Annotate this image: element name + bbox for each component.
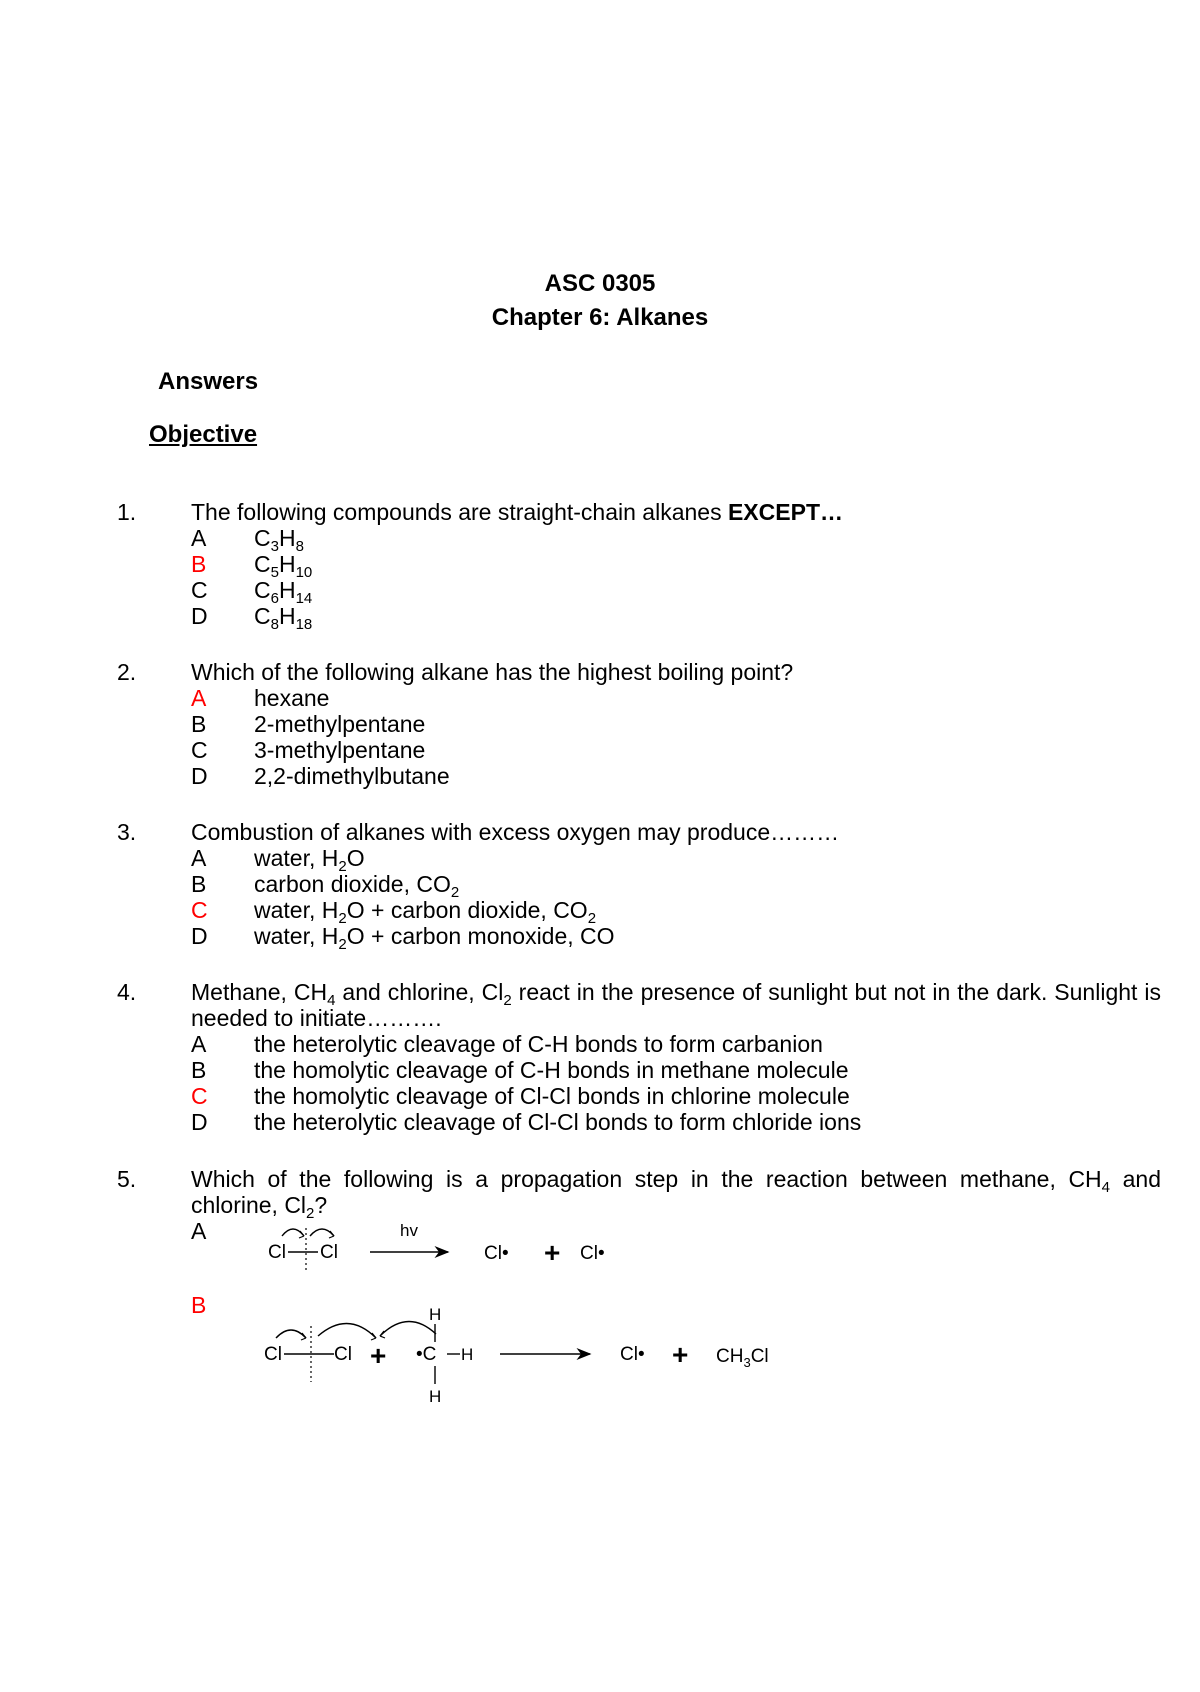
question-1-option-b-letter: B xyxy=(191,551,207,577)
question-2-option-d-text: 2,2-dimethylbutane xyxy=(254,763,450,789)
question-5-option-b-letter: B xyxy=(191,1292,207,1318)
diagram-b-radical: Cl• xyxy=(620,1344,645,1365)
question-1-text: The following compounds are straight-chain alkanes EXCEPT… xyxy=(191,499,843,525)
diagram-b-plus-2: + xyxy=(672,1339,689,1370)
question-3-option-d-letter: D xyxy=(191,923,208,949)
answers-heading: Answers xyxy=(158,368,259,395)
question-3-option-c-letter: C xyxy=(191,897,208,923)
question-2-text: Which of the following alkane has the highest boiling point? xyxy=(191,659,794,685)
question-3-number: 3. xyxy=(117,819,137,845)
diagram-b-cl-left: Cl xyxy=(264,1344,282,1365)
question-4-option-d-text: the heterolytic cleavage of Cl-Cl bonds to form chloride ions xyxy=(254,1109,862,1135)
diagram-b-h-right: H xyxy=(461,1345,474,1364)
diagram-a-curved-arrow-right xyxy=(310,1229,334,1236)
diagram-a-radical-2: Cl• xyxy=(580,1243,605,1264)
diagram-b-h-top: H xyxy=(429,1305,442,1324)
question-4-option-a-letter: A xyxy=(191,1031,207,1057)
question-3-text: Combustion of alkanes with excess oxygen may produce……… xyxy=(191,819,840,845)
diagram-b-h-bottom: H xyxy=(429,1387,442,1406)
question-1-option-c-letter: C xyxy=(191,577,208,603)
diagram-b-cl-right: Cl xyxy=(334,1344,352,1365)
question-3-option-b-text: carbon dioxide, $CO_2$ xyxy=(254,871,460,901)
question-2-option-c-letter: C xyxy=(191,737,208,763)
question-5-text: Which of the following is a propagation step in the reaction between methane, $CH_4$ and chlorine, $Cl_2$? xyxy=(191,1166,1162,1222)
question-2-option-b-text: 2-methylpentane xyxy=(254,711,426,737)
question-1-option-a-letter: A xyxy=(191,525,207,551)
diagram-b-plus-1: + xyxy=(370,1340,387,1371)
diagram-a xyxy=(268,1221,605,1270)
question-4-option-c-text: the homolytic cleavage of Cl-Cl bonds in chlorine molecule xyxy=(254,1083,850,1109)
question-4-option-b-letter: B xyxy=(191,1057,207,1083)
question-1-option-a-formula: $C_3H_8$ xyxy=(254,525,304,555)
question-4-option-b-text: the homolytic cleavage of C-H bonds in methane molecule xyxy=(254,1057,849,1083)
question-3-option-a-letter: A xyxy=(191,845,207,871)
diagram-b-curved-arrow-2 xyxy=(318,1323,376,1338)
diagram-b-curved-arrow-1 xyxy=(276,1330,306,1338)
question-1-number: 1. xyxy=(117,499,137,525)
diagram-a-hv-label: hv xyxy=(400,1221,418,1240)
diagram-b-curved-arrow-3 xyxy=(380,1321,436,1336)
question-2-option-a-letter: A xyxy=(191,685,207,711)
question-4-text: Methane, $CH_4$ and chlorine, $Cl_2$ react in the presence of sunlight but not in the dark. Sunlight is needed to initiate………. xyxy=(191,979,1161,1031)
question-3-option-c-text: water, $H_2O$ + carbon dioxide, $CO_2$ xyxy=(254,897,597,927)
question-1-option-b-formula: $C_5H_{10}$ xyxy=(254,551,313,581)
diagram-b-product: $CH_3Cl$ xyxy=(716,1346,769,1370)
question-4-number: 4. xyxy=(117,979,137,1005)
question-1-except: EXCEPT… xyxy=(727,499,843,525)
question-4-option-a-text: the heterolytic cleavage of C-H bonds to form carbanion xyxy=(254,1031,823,1057)
question-4-option-c-letter: C xyxy=(191,1083,208,1109)
question-2-option-d-letter: D xyxy=(191,763,208,789)
question-1-option-c-formula: $C_6H_{14}$ xyxy=(254,577,313,607)
diagram-a-cl-right: Cl xyxy=(320,1242,338,1263)
question-1-option-d-letter: D xyxy=(191,603,208,629)
question-5-option-a-letter: A xyxy=(191,1218,207,1244)
question-3-option-b-letter: B xyxy=(191,871,207,897)
diagram-b-carbon-radical: •C xyxy=(416,1344,437,1365)
question-4-option-d-letter: D xyxy=(191,1109,208,1135)
diagram-a-plus: + xyxy=(544,1237,561,1268)
question-5-number: 5. xyxy=(117,1166,137,1192)
question-2-option-c-text: 3-methylpentane xyxy=(254,737,426,763)
diagram-a-radical-1: Cl• xyxy=(484,1243,509,1264)
question-1-option-d-formula: $C_8H_{18}$ xyxy=(254,603,313,633)
diagram-b xyxy=(264,1305,769,1406)
question-3-option-d-text: water, $H_2O$ + carbon monoxide, CO xyxy=(254,923,615,953)
question-2-option-a-text: hexane xyxy=(254,685,330,711)
question-2-number: 2. xyxy=(117,659,137,685)
objective-heading: Objective xyxy=(149,421,258,448)
course-code: ASC 0305 xyxy=(544,270,656,297)
question-3-option-a-text: water, $H_2O$ xyxy=(254,845,365,875)
chapter-title: Chapter 6: Alkanes xyxy=(491,304,709,331)
question-2-option-b-letter: B xyxy=(191,711,207,737)
diagram-a-cl-left: Cl xyxy=(268,1242,286,1263)
